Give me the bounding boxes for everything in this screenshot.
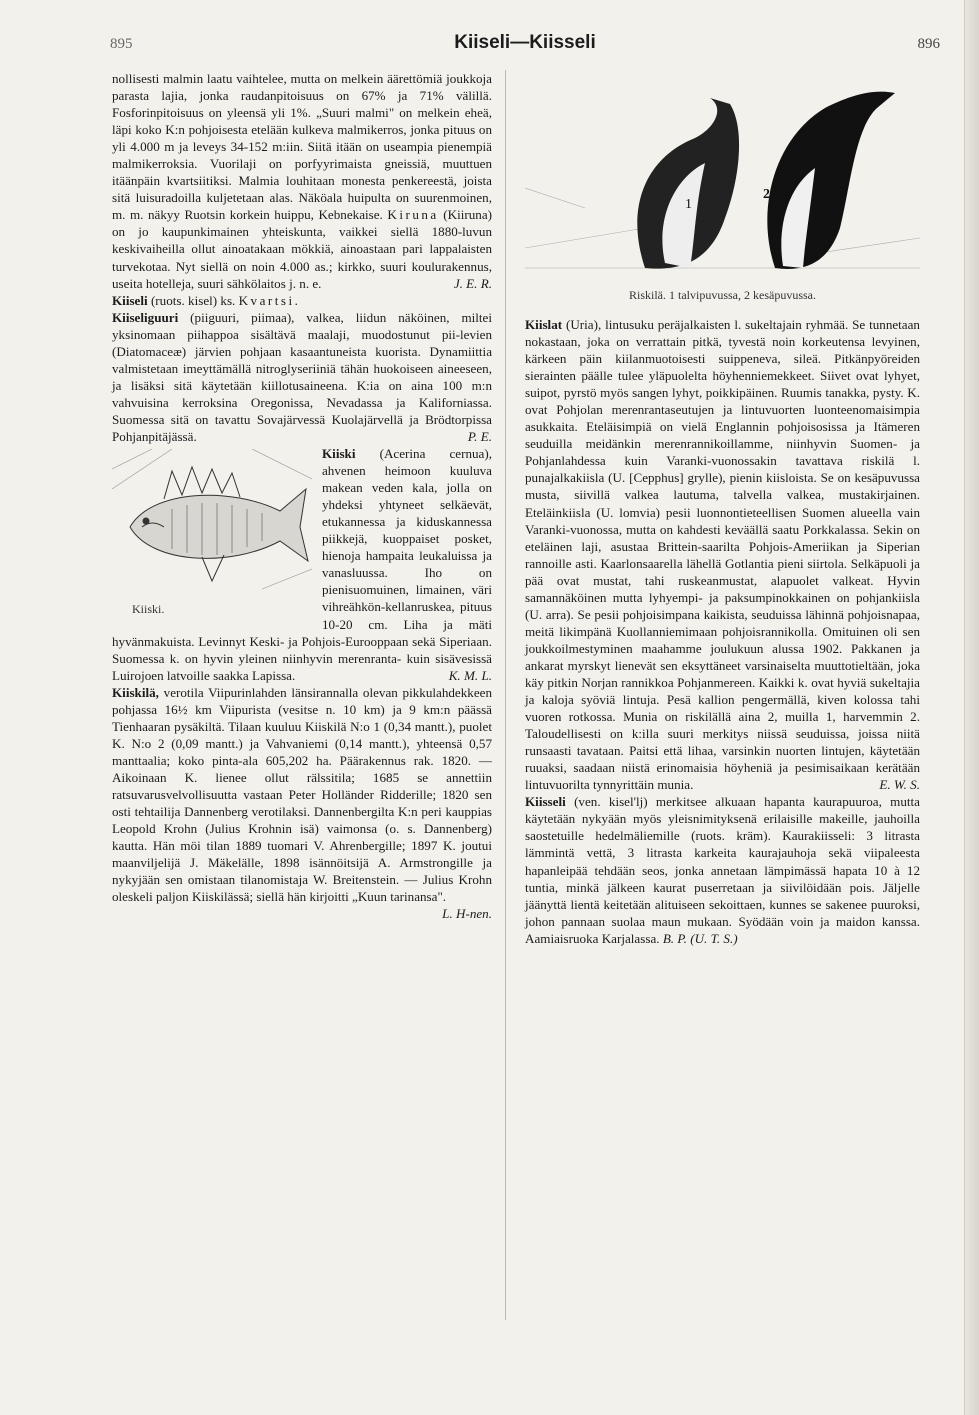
kiiseliguuri-text: (piiguuri, piimaa), valkea, liidun näköinen, miltei yksinomaan piihappoa sisältävä maalaji, muodostunut pii-levien (Diatomaceæ) järvien pohjaan kasaantuneista kuorista. Dynamiittia valmistetaan imeyttämällä nitroglyseriiniä tähän huokoiseen aineeseen, ja lisäksi sitä käytetään kiillotusaineena. K:ia on aina 100 m:n vahvuisina kerroksina Oregonissa, Nevadassa ja Kaliforniassa. Suomessa sitä on tavattu Sovajärvessä Kuolajärvellä ja Brödtorpissa Pohjanpitäjässä. (112, 309, 492, 444)
kiiskila-headword: Kiiskilä, (112, 684, 159, 700)
kiislat-signature: E. W. S. (879, 777, 920, 793)
article-kiisseli (525, 793, 920, 946)
bird-caption: Riskilä. 1 talvipuvussa, 2 kesäpuvussa. (629, 288, 816, 302)
bird-label-2: 2 (763, 187, 770, 202)
bird-label-1: 1 (685, 197, 692, 212)
kiisseli-text: (ven. kisel'lj) merkitsee alkuaan hapanta kaurapuuroa, mutta käytetään nykyään myös yleisnimityksenä erilaisille makeille, jauhoilla saostetuille hedelmäliemille (ruots. kräm). Kaurakiisseli: 3 litrasta lämmintä vettä, 3 litrasta karkeita kaurajauhoja sekä viipaleesta hapanleipää tehdään seos, jonka annetaan lämpimässä hapata 10 à 12 tuntia, minkä jälkeen kaurat puserretaan ja siivilöidään pois. Jäljelle jäänyttä lientä keitetään alituiseen sekoittaen, kunnes se sakenee puuroksi, johon pannaan suolaa maun mukaan. Syödään voin ja maidon kanssa. Aamiaisruoka Karjalassa. (525, 794, 920, 946)
article-kiiseli (112, 292, 492, 309)
kiiski-signature: K. M. L. (448, 667, 492, 683)
kiisseli-headword: Kiisseli (525, 794, 566, 810)
bird-figure (525, 68, 920, 288)
page-edge (964, 0, 979, 1415)
kiislat-headword: Kiislat (525, 317, 563, 332)
right-column (525, 316, 920, 947)
kiiseli-text: (ruots. kisel) ks. (150, 292, 236, 308)
kiiseli-ref: Kvartsi. (238, 292, 301, 308)
kiiski-text: (Acerina cernua), ahvenen heimoon kuuluva makean veden kala, jolla on yhdeksi yhtyneet selkäevät, etukannessa ja kiduskannessa piikkejä, kuoppaiset posket, hienoja hampaita leukaluissa ja vanasluussa. Iho on pienisuomuinen, limainen, väri vihreähkön-kellanruskea, pituus 10-20 cm. Liha ja mäti hyvänmakuista. Levinnyt Keski- ja Pohjois-Eurooppaan sekä Siperiaan. Suomessa k. on hyvin yleinen niinhyvin merenranta- kuin sisävesissä Luirojoen latvoille saakka Lapissa. (112, 446, 492, 683)
kiisseli-signature: B. P. (U. T. S.) (662, 930, 738, 946)
kiruna-signature: J. E. R. (453, 275, 492, 291)
kiislat-text: (Uria), lintusuku peräjalkaisten l. sukeltajain ryhmää. Se tunnetaan nokastaan, joka on verrattain pitkä, tyvestä noin korkeutensa levyinen, kärkeen päin kiilanmuotoisesti suippeneva, sileä. Pitkänpyöreiden sierainten päälle tulee yläpuolelta höyhenniemekkeet. Siivet ovat lyhyet, suipot, pyrstö myös sangen lyhyt, poikkipäinen. Ruumis tanakka, pysty. K. ovat Pohjolan merenrantaseutujen ja lintuvuorten luonteenomaisimpia asukkaita. Eteläisimpiä on vielä Englannin pohjoisosissa ja Itämeren seuduilla meidänkin merenrannikoillamme, niinhyvin Suomen- ja Pohjanlahdessa kuin Varanki-vuonossakin tavattava riskilä l. punajalkakiisla (U. [Cepphus] grylle), pienin kiisloista. Se on kesäpuvussa musta, siivillä valkea lautuma, talvella valkea, mustakirjainen. Eteläinkiisla (U. lomvia) pesii luonnontieteellisen Suomen alueella vain Varanki-vuonossa, mutta on kahdesti keväällä saatu Porkkalassa. Sekin on eteläinen laji, asustaa Brittein-saarilta Pohjois-Ameriikan ja Siperian rannoille asti. Kaarlonsaarella lähellä Gotlantia pieni siirtola. Selkäpuoli ja pää ovat mustat, tahi ruskeanmustat, alapuolet valkeat. Hyvin samannäköinen mutta lyhyempi- ja paksumpinokkainen on pohjankiisla (U. arra). Se pesii pohjoisimpana kaikista, seuduissa lähinnä pohjoisnapaa, meitä likimpänä Kuollanniemimaan pohjoisrannikolla. Omituinen oli sen joukkoilmestyminen maahamme joulukuun alussa 1902. Pakkanen ja ankarat myrskyt lienevät sen eksyttäneet varsinaiselta muuttotieltään, joka käy pitkin Norjan rannikkoa Pohjanmereen. Kaikki k. ovat hyviä sukeltajia ja kaloja syöviä lintuja. Pesä kallion pengermällä, kiven kolossa tahi vuoren rotkossa. Munia on riskilällä aina 2, muilla 1, harvemmin 2. Taloudellisesti on k:illa suuri merkitys niissä seuduissa, joissa niitä runsaasti tavataan. Paitsi että lihaa, varsinkin nuorten lintujen, käytetään ruuaksi, saadaan niistä erinomaisia höyheniä ja pesimisaikaan kerätään lintuvuorilta tynnyrittäin munia. (525, 317, 920, 793)
page-number-left: 895 (110, 36, 133, 52)
article-kiiskila (112, 684, 492, 922)
kiiseli-headword: Kiiseli (112, 292, 148, 308)
article-kiiseliguuri (112, 309, 492, 445)
page-header (110, 28, 940, 58)
left-column (112, 70, 492, 922)
kiiseliguuri-signature: P. E. (467, 428, 492, 444)
article-kiislat (525, 316, 920, 793)
kiruna-text-2: (Kiiruna) on jo kaupunkimainen yhteiskunta, vaikkei siellä 1880-luvun keskivaiheilla ollut ainoatakaan mökkiä, ainoastaan pari lappalaisten turvekotaa. Nyt siellä on noin 4.000 as.; kirkko, suuri koulurakennus, useita hotelleja, suuri sähkölaitos j. n. e. (112, 207, 492, 291)
article-kiiski (112, 445, 492, 684)
kiiskila-signature: L. H-nen. (442, 906, 492, 922)
kiiseliguuri-headword: Kiiseliguuri (112, 309, 179, 325)
kiruna-text-1: nollisesti malmin laatu vaihtelee, mutta on melkein äärettömiä joukkoja parasta lajia, jonka raudanpitoisuus on 67% ja 71% välillä. Fosforinpitoisuus on yleensä yli 1%. „Suuri malmi" on melkein eheä, läpi koko K:n pohjoisesta etelään kulkeva malmikerros, jonka pituus on yli 4.000 m ja leveys 34-152 m:iin. Siitä itään on useampia pienempiä malmikerroksia. Vuorilaji on porfyyrimaista gneissiä, muuttuen itäänpäin kvartsiitiksi. Malmia louhitaan monesta penkereestä, joista sitä luisuradoilla kuljetetaan alas. Näköala huipulta on suurenmoinen, m. m. näkyy Ruotsin korkein huippu, Kebnekaise. (112, 71, 492, 223)
page-number-right: 896 (917, 36, 940, 52)
running-title: Kiiseli—Kiisseli (454, 32, 596, 53)
ruffe-illustration (112, 449, 312, 601)
article-kiruna-continued (112, 70, 492, 292)
fish-figure (112, 449, 312, 617)
fish-caption: Kiiski. (132, 602, 165, 617)
kiiskila-text: verotila Viipurinlahden länsirannalla olevan pikkulahdekkeen pohjassa 16½ km Viipurista (vesitse n. 10 km) ja 9 km:n päässä Tienhaaran pysäkiltä. Tilaan kuuluu Kiiskilä N:o 1 (0,34 mantt.), puolet K. N:o 2 (0,09 mantt.) ja Vahvaniemi (0,14 mantt.), yhteensä 0,57 manttaalia; koko pinta-ala 605,202 ha. Päärakennus rak. 1820. — Aikoinaan K. lienee ollut rälssitila; 1685 se annettiin ratsuvarusvelvollisuutta vastaan Peter Holländer Ridderille; 1820 sen osti tehtailija Dannenberg verotilaksi. Dannenbergilta K:n peri kauppias Leopold Krohn (Julius Krohnin isä) vaimonsa (o. s. Dannenberg) kautta. Hän möi tilan 1889 tuomari V. Ahrenbergille; 1897 K. joutui maanviljelijä J. Mäkelälle, 1898 isännöitsijä A. Armstrongille ja nykyjään sen omistaan tilanomistaja W. Breitenstein. — Julius Krohn oleskeli paljon Kiiskilässä; siellä hän kirjoitti „Kuun tarinansa". (112, 684, 492, 905)
column-divider (505, 70, 506, 1320)
guillemot-illustration (525, 68, 920, 288)
kiruna-headword: Kiruna (387, 207, 439, 223)
kiiski-headword: Kiiski (322, 446, 356, 462)
